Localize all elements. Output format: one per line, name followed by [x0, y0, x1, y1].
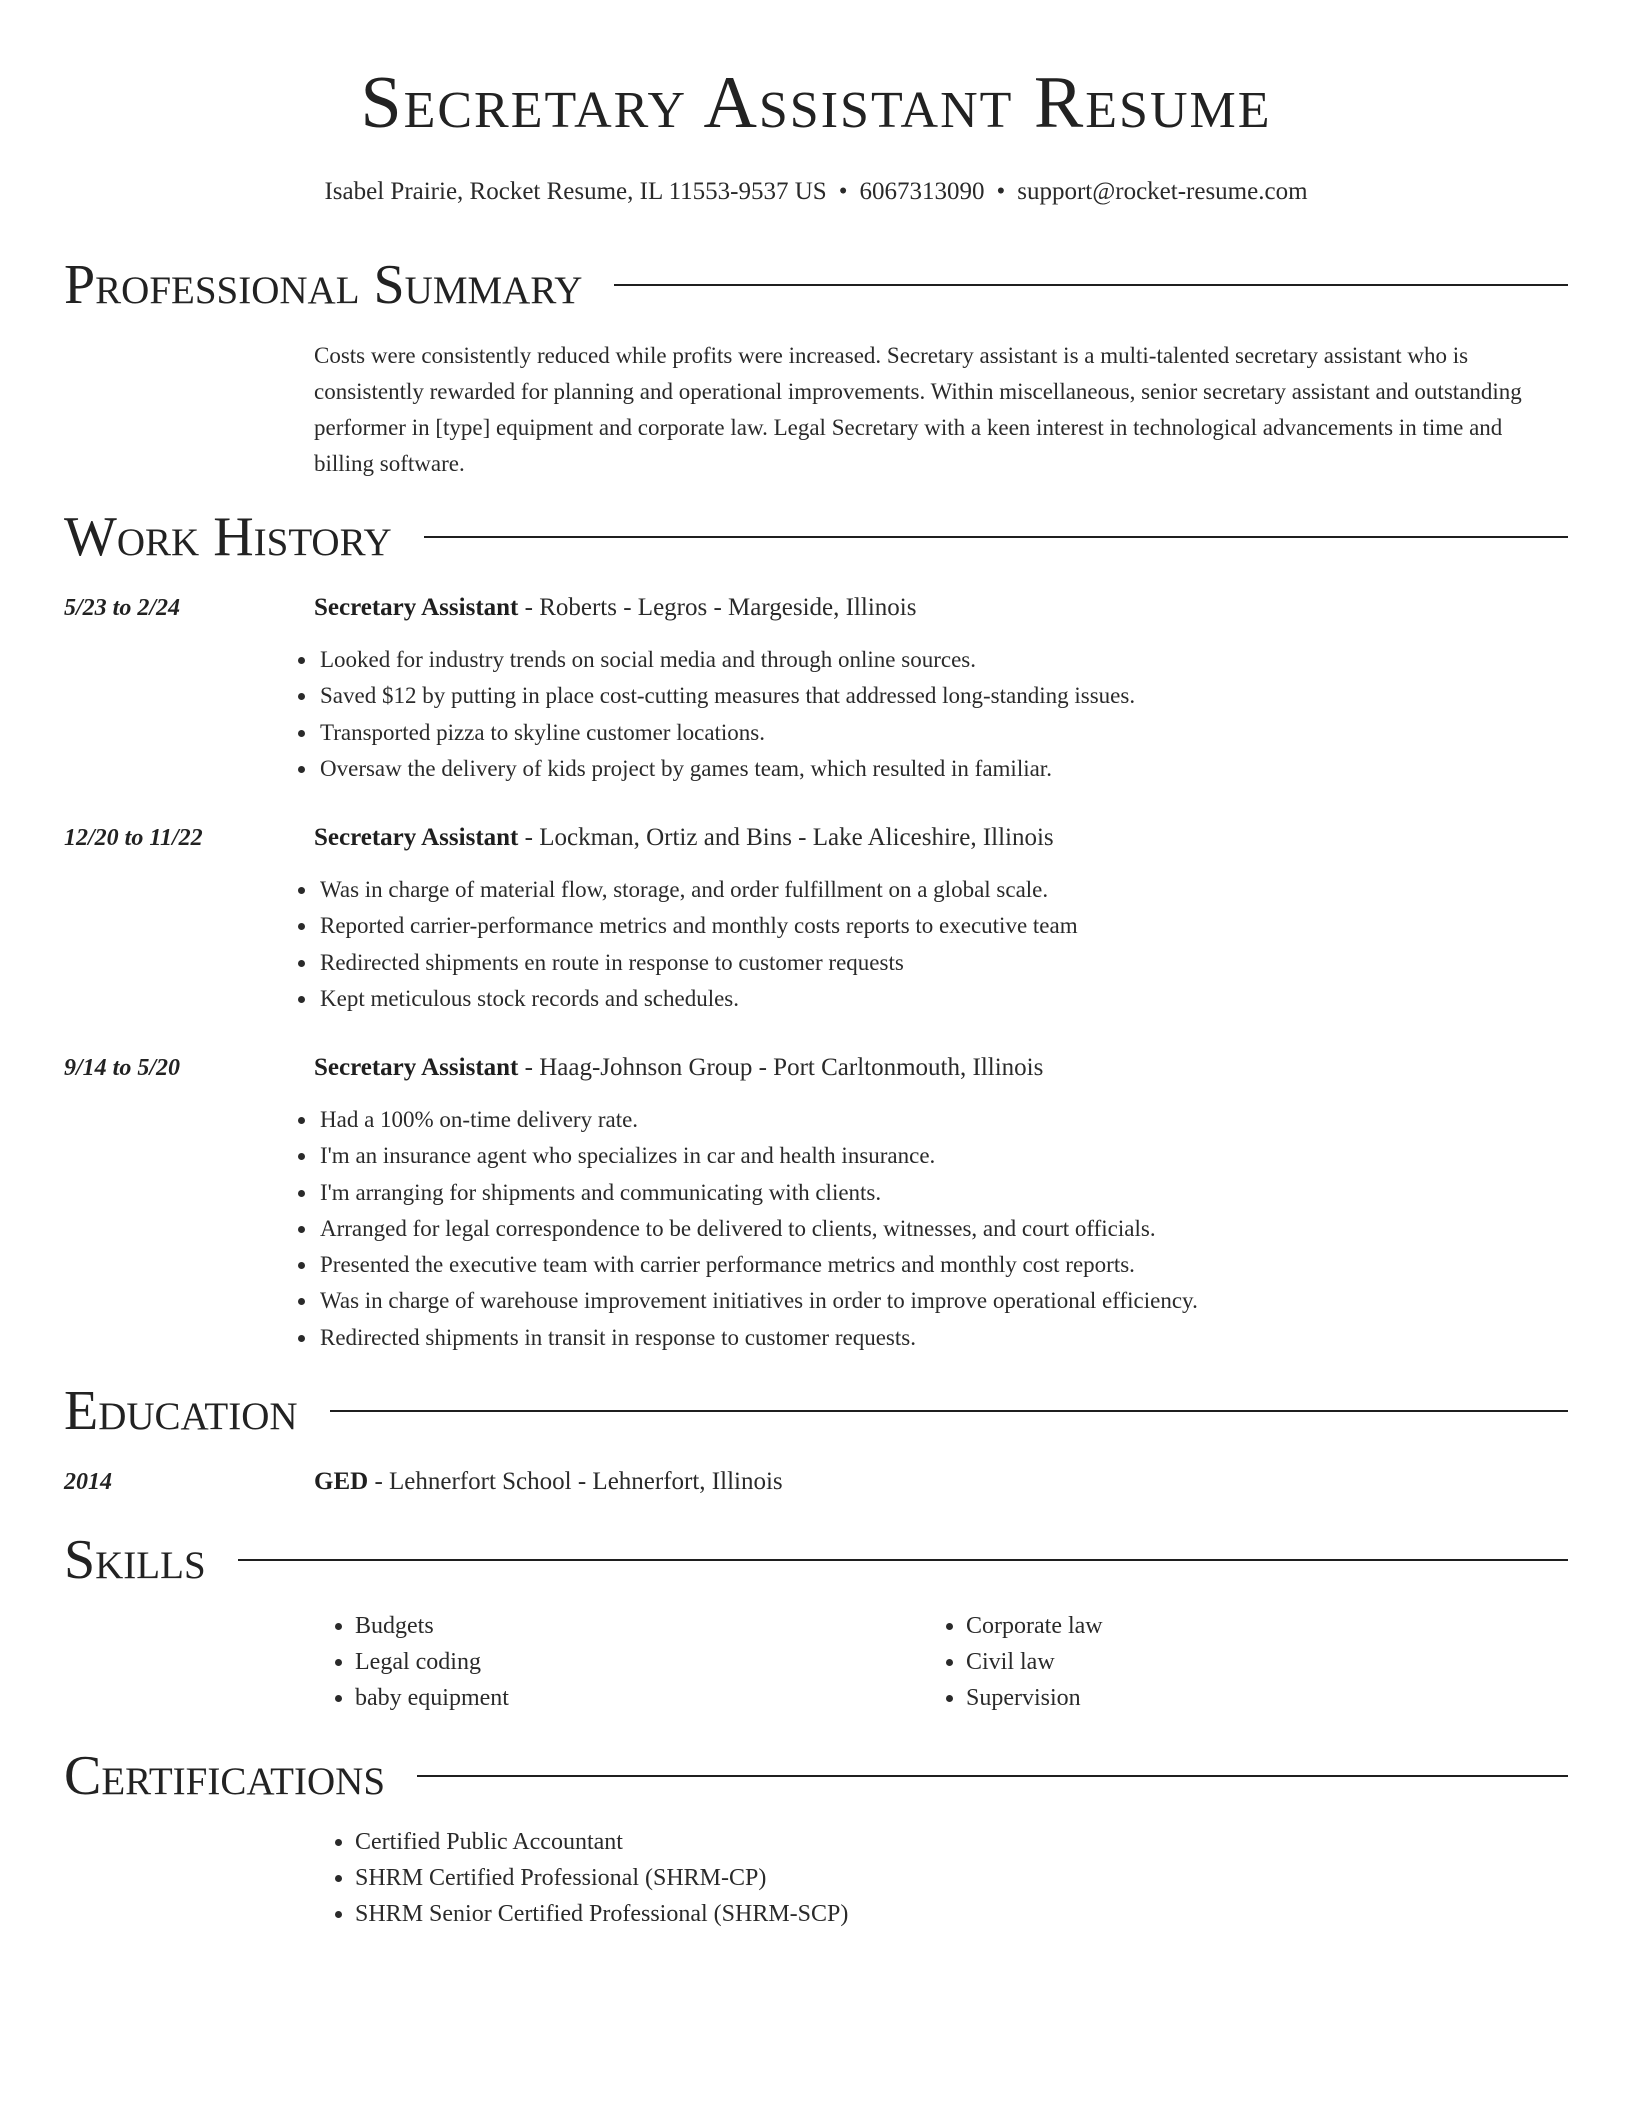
job-employer: - Lockman, Ortiz and Bins - Lake Aliceshire, Illinois — [518, 824, 1054, 851]
job-bullet: • I'm an insurance agent who specializes in car and health insurance. — [318, 1138, 1198, 1174]
section-header-work-history — [64, 502, 1568, 572]
job-employer: - Roberts - Legros - Margeside, Illinois — [518, 594, 917, 621]
skill-item: • Corporate law — [966, 1608, 1526, 1644]
job-dates: 5/23 to 2/24 — [64, 595, 181, 621]
contact-line — [0, 174, 1632, 210]
education-year: 2014 — [64, 1469, 112, 1495]
section-title-certifications: Certifications — [64, 1745, 386, 1807]
job-bullet: • Saved $12 by putting in place cost-cutting measures that addressed long-standing issues. — [318, 678, 1135, 714]
job-heading — [314, 820, 1054, 856]
job-bullet: • Presented the executive team with carrier performance metrics and monthly cost reports. — [318, 1247, 1198, 1283]
job-heading — [314, 590, 916, 626]
job-bullet: • Was in charge of warehouse improvement initiatives in order to improve operational efficiency. — [318, 1283, 1198, 1319]
job-bullet: • I'm arranging for shipments and communicating with clients. — [318, 1175, 1198, 1211]
section-divider — [238, 1559, 1568, 1561]
job-bullets — [294, 642, 1135, 787]
job-bullet: • Kept meticulous stock records and schedules. — [318, 981, 1078, 1017]
skills-list-right — [942, 1608, 1526, 1716]
certification-item: • Certified Public Accountant — [355, 1824, 1555, 1860]
job-role: Secretary Assistant — [314, 1054, 519, 1081]
skill-item: • Supervision — [966, 1680, 1526, 1716]
job-role: Secretary Assistant — [314, 594, 519, 621]
resume-title: Secretary Assistant Resume — [360, 62, 1272, 144]
job-heading — [314, 1050, 1043, 1086]
contact-separator: • — [996, 178, 1006, 205]
section-header-summary — [64, 250, 1568, 320]
contact-address: Isabel Prairie, Rocket Resume, IL 11553-9537 US — [324, 178, 827, 205]
section-header-certifications — [64, 1741, 1568, 1811]
job-bullet: • Looked for industry trends on social media and through online sources. — [318, 642, 1135, 678]
summary-text: Costs were consistently reduced while profits were increased. Secretary assistant is a multi-talented secretary assistant who is consistently rewarded for planning and operational improvements. Within miscellaneous, senior secretary assistant and outstanding performer in [type] equipment and corporate law. Legal Secretary with a keen interest in technological advancements in time and billing software. — [314, 343, 1522, 476]
job-bullet: • Redirected shipments en route in response to customer requests — [318, 945, 1078, 981]
skills-list-left — [331, 1608, 915, 1716]
job-bullets — [294, 1102, 1198, 1356]
skill-item: • Civil law — [966, 1644, 1526, 1680]
certification-item: • SHRM Certified Professional (SHRM-CP) — [355, 1860, 1555, 1896]
education-degree: GED — [314, 1468, 369, 1495]
section-divider — [614, 284, 1568, 286]
section-title-education: Education — [64, 1380, 298, 1442]
section-header-education — [64, 1376, 1568, 1446]
section-divider — [424, 536, 1568, 538]
section-divider — [417, 1775, 1568, 1777]
section-header-skills — [64, 1525, 1568, 1595]
education-heading — [314, 1464, 783, 1500]
skill-item: • baby equipment — [355, 1680, 915, 1716]
job-bullet: • Transported pizza to skyline customer locations. — [318, 715, 1135, 751]
job-bullet: • Arranged for legal correspondence to be delivered to clients, witnesses, and court officials. — [318, 1211, 1198, 1247]
certifications-list — [331, 1824, 1555, 1932]
job-dates: 12/20 to 11/22 — [64, 825, 203, 851]
skill-item: • Legal coding — [355, 1644, 915, 1680]
job-bullet: • Oversaw the delivery of kids project by games team, which resulted in familiar. — [318, 751, 1135, 787]
contact-email: support@rocket-resume.com — [1017, 178, 1308, 205]
job-bullet: • Redirected shipments in transit in response to customer requests. — [318, 1320, 1198, 1356]
job-employer: - Haag-Johnson Group - Port Carltonmouth, Illinois — [518, 1054, 1044, 1081]
job-bullet: • Had a 100% on-time delivery rate. — [318, 1102, 1198, 1138]
section-title-work-history: Work History — [64, 506, 392, 568]
certification-item: • SHRM Senior Certified Professional (SHRM-SCP) — [355, 1896, 1555, 1932]
contact-separator: • — [838, 178, 848, 205]
job-bullet: • Was in charge of material flow, storage, and order fulfillment on a global scale. — [318, 872, 1078, 908]
education-school: - Lehnerfort School - Lehnerfort, Illinois — [368, 1468, 783, 1495]
skill-item: • Budgets — [355, 1608, 915, 1644]
section-divider — [330, 1410, 1568, 1412]
section-title-summary: Professional Summary — [64, 254, 583, 316]
section-title-skills: Skills — [64, 1529, 206, 1591]
job-bullets — [294, 872, 1078, 1017]
job-dates: 9/14 to 5/20 — [64, 1055, 181, 1081]
contact-phone: 6067313090 — [859, 178, 985, 205]
job-bullet: • Reported carrier-performance metrics and monthly costs reports to executive team — [318, 908, 1078, 944]
job-role: Secretary Assistant — [314, 824, 519, 851]
